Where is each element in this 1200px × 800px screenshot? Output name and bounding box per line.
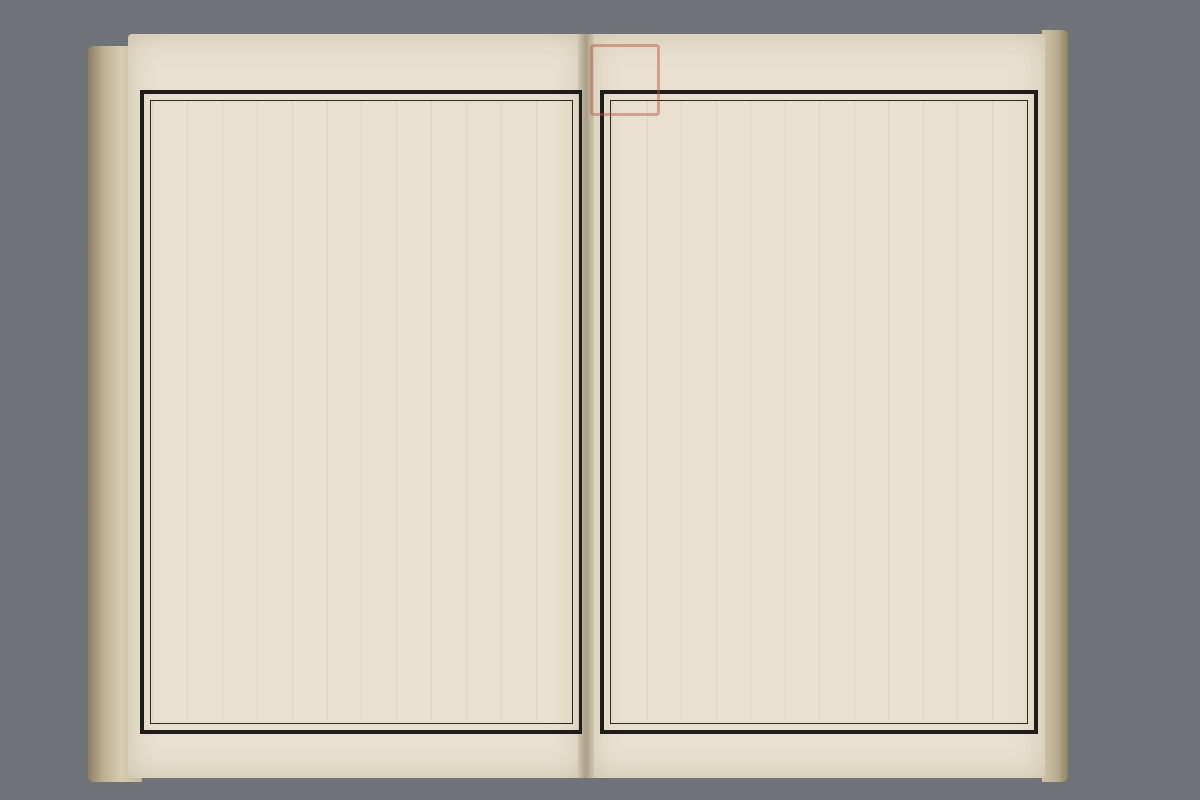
open-book [88, 26, 1068, 782]
text-column [536, 102, 571, 722]
text-column [888, 102, 923, 722]
right-page-columns [612, 102, 1026, 722]
text-column [466, 102, 501, 722]
text-column [681, 102, 716, 722]
left-fore-edge-label [94, 196, 120, 576]
left-page-columns [152, 102, 571, 722]
text-column [957, 102, 992, 722]
text-column [923, 102, 958, 722]
text-column [152, 102, 187, 722]
text-column [716, 102, 751, 722]
text-column [431, 102, 466, 722]
red-seal-stamp [590, 44, 660, 116]
text-column [819, 102, 854, 722]
text-column [257, 102, 292, 722]
left-page-frame [140, 90, 582, 734]
text-column [187, 102, 222, 722]
text-column [612, 102, 647, 722]
text-column [361, 102, 396, 722]
text-column [854, 102, 889, 722]
text-column [327, 102, 362, 722]
text-column [785, 102, 820, 722]
text-column [292, 102, 327, 722]
text-column [750, 102, 785, 722]
text-column [396, 102, 431, 722]
text-column [222, 102, 257, 722]
text-column [501, 102, 536, 722]
right-fore-edge-label [1044, 196, 1066, 456]
right-page-frame [600, 90, 1038, 734]
text-column [992, 102, 1027, 722]
text-column [647, 102, 682, 722]
